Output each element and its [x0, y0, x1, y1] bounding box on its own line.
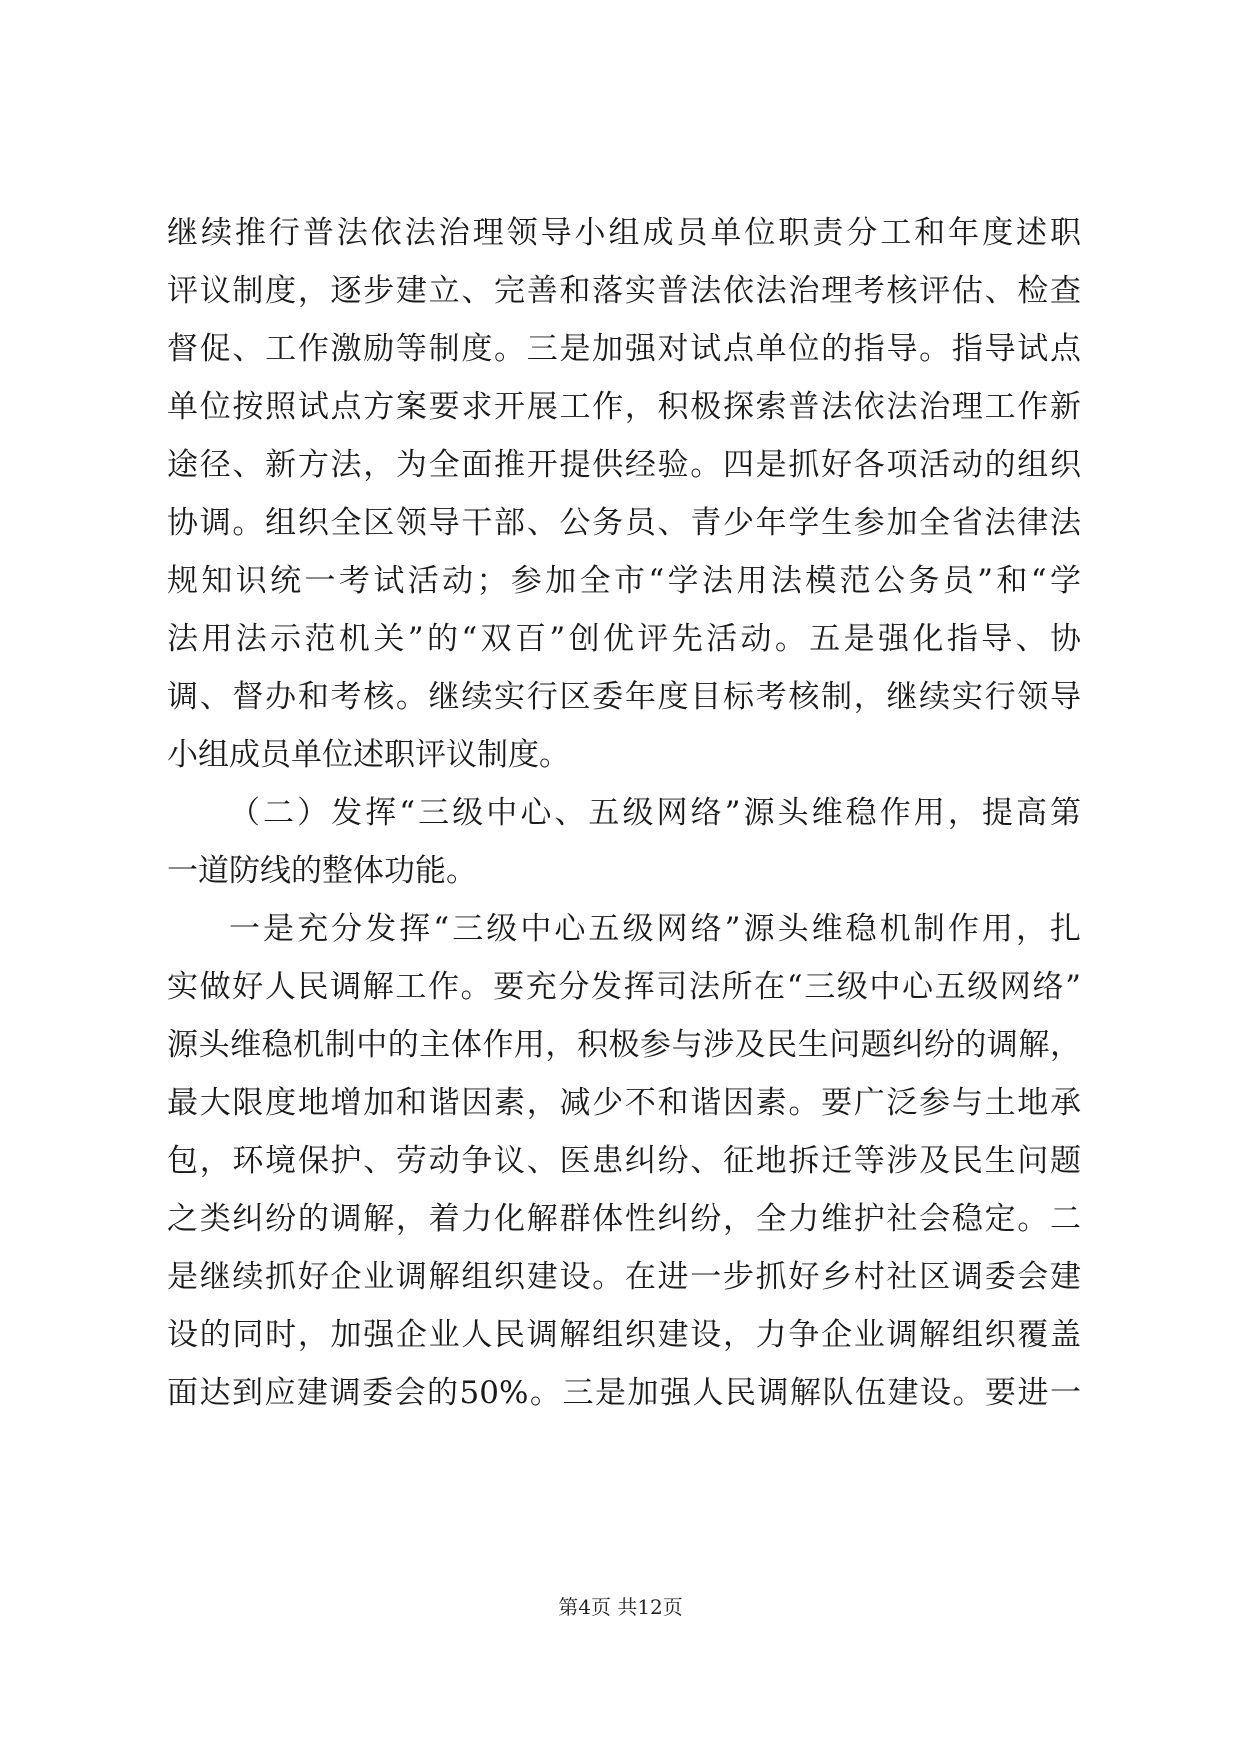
body-line: 继续推行普法依法治理领导小组成员单位职责分工和年度述职 [167, 215, 1081, 251]
body-line: 规知识统一考试活动；参加全市“学法用法模范公务员”和“学 [167, 563, 1081, 599]
body-line: 途径、新方法，为全面推开提供经验。四是抓好各项活动的组织 [167, 447, 1081, 483]
body-line: 设的同时，加强企业人民调解组织建设，力争企业调解组织覆盖 [167, 1317, 1081, 1353]
body-line: 协调。组织全区领导干部、公务员、青少年学生参加全省法律法 [167, 505, 1081, 541]
body-line: 实做好人民调解工作。要充分发挥司法所在“三级中心五级网络” [167, 969, 1081, 1005]
body-line: 调、督办和考核。继续实行区委年度目标考核制，继续实行领导 [167, 679, 1081, 715]
body-line: 单位按照试点方案要求开展工作，积极探索普法依法治理工作新 [167, 389, 1081, 425]
body-line: 评议制度，逐步建立、完善和落实普法依法治理考核评估、检查 [167, 273, 1081, 309]
section-heading-line: 一道防线的整体功能。 [167, 853, 477, 889]
body-line: 源头维稳机制中的主体作用，积极参与涉及民生问题纠纷的调解， [167, 1027, 1081, 1063]
body-line: 法用法示范机关”的“双百”创优评先活动。五是强化指导、协 [167, 621, 1081, 657]
body-line: 包，环境保护、劳动争议、医患纠纷、征地拆迁等涉及民生问题 [167, 1143, 1081, 1179]
section-heading-line: （二）发挥“三级中心、五级网络”源头维稳作用，提高第 [229, 795, 1081, 831]
body-line: 面达到应建调委会的50%。三是加强人民调解队伍建设。要进一 [167, 1375, 1081, 1411]
page-number-footer: 第4页 共12页 [558, 1595, 683, 1619]
body-line: 是继续抓好企业调解组织建设。在进一步抓好乡村社区调委会建 [167, 1259, 1081, 1295]
body-line: 小组成员单位述职评议制度。 [167, 737, 570, 773]
body-line: 督促、工作激励等制度。三是加强对试点单位的指导。指导试点 [167, 331, 1081, 367]
body-line: 一是充分发挥“三级中心五级网络”源头维稳机制作用，扎 [229, 911, 1081, 947]
body-line: 最大限度地增加和谐因素，减少不和谐因素。要广泛参与土地承 [167, 1085, 1081, 1121]
body-line: 之类纠纷的调解，着力化解群体性纠纷，全力维护社会稳定。二 [167, 1201, 1081, 1237]
